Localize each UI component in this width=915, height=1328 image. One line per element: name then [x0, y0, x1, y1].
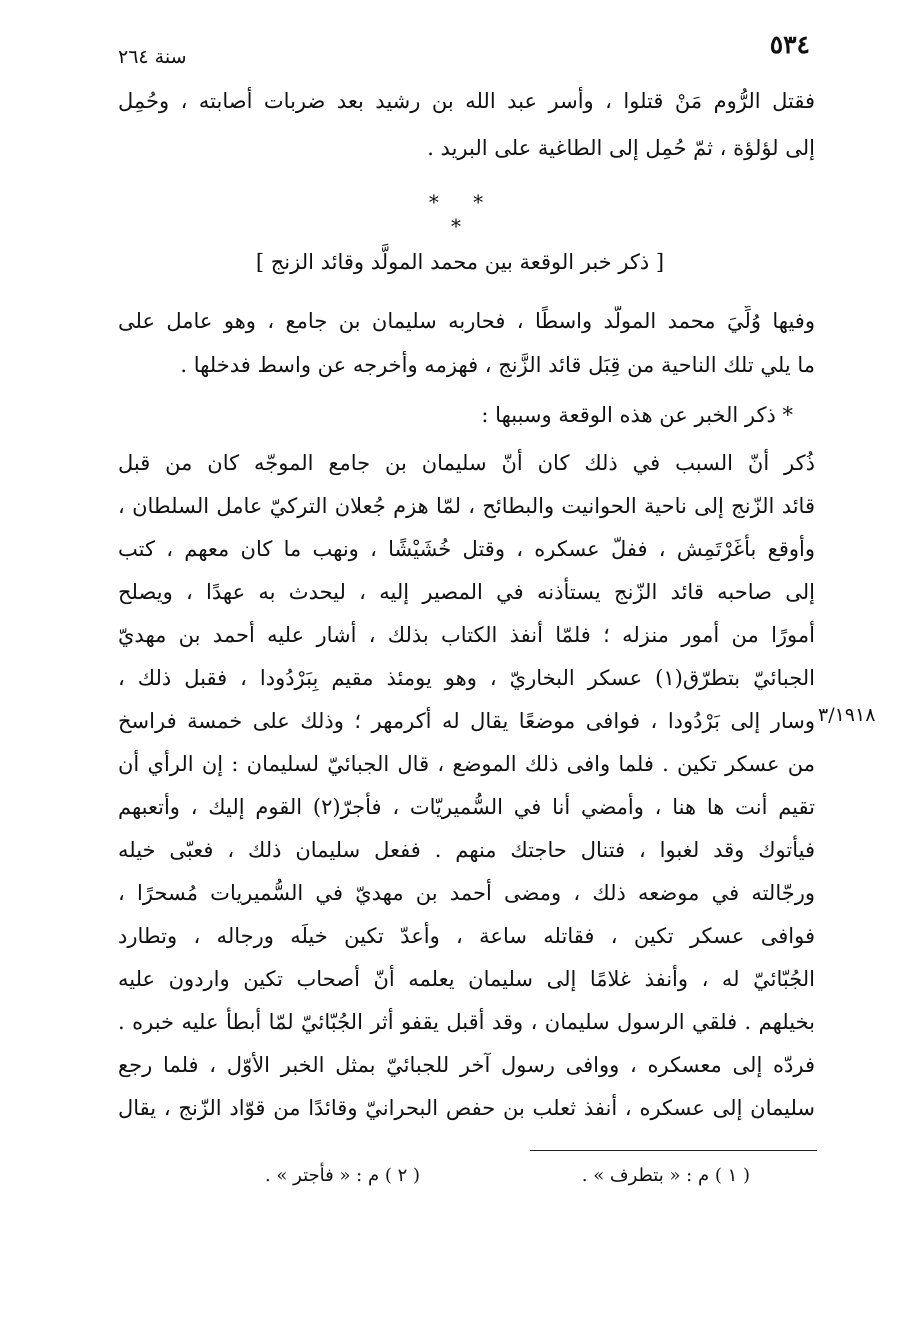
text-line: ما يلي تلك الناحية من قِبَل قائد الزَّنج ، فهزمه وأخرجه عن واسط فدخلها . [180, 353, 815, 377]
text-line: سليمان إلى عسكره ، أنفذ ثعلب بن حفص البحرانيّ وقائدًا من قوّاد الزّنج ، يقال [118, 1096, 815, 1120]
text-line: إلى صاحبه قائد الزّنج يستأذنه في المصير إليه ، ليحدث به عهدًا ، ويصلح [118, 580, 815, 604]
text-line: إلى لؤلؤة ، ثمّ حُمِل إلى الطاغية على البريد . [427, 136, 815, 160]
footnote-1: ( ١ ) م : « بتطرف » . [581, 1165, 750, 1186]
text-line: فقتل الرُّوم مَنْ قتلوا ، وأسر عبد الله بن رشيد بعد ضربات أصابته ، وحُمِل [118, 89, 815, 113]
text-line: فردّه إلى معسكره ، ووافى رسول آخر للجبائيّ بمثل الخبر الأوّل ، فلما رجع [118, 1053, 815, 1077]
text-line: من عسكر تكين . فلما وافى ذلك الموضع ، قال الجبائيّ لسليمان : إن الرأي أن [118, 752, 815, 776]
text-line: وسار إلى بَرْدُودا ، فوافى موضعًا يقال له أكرمهر ؛ وذلك على خمسة فراسخ [118, 709, 815, 733]
page-number: ٥٣٤ [769, 30, 810, 59]
footnote-rule [530, 1150, 817, 1151]
text-line: ذُكر أنّ السبب في ذلك كان أنّ سليمان بن جامع الموجّه كان من قبل [118, 451, 815, 475]
subheading: * ذكر الخبر عن هذه الوقعة وسببها : [481, 403, 793, 427]
text-line: فيأتوك وقد لغبوا ، فتنال حاجتك منهم . ففعل سليمان ذلك ، فعبّى خيله [118, 838, 815, 862]
footnote-2: ( ٢ ) م : « فأجتر » . [264, 1165, 420, 1186]
text-line: أمورًا من أمور منزله ؛ فلمّا أنفذ الكتاب بذلك ، أشار عليه أحمد بن مهديّ [118, 623, 815, 647]
section-separator: * * * [428, 190, 498, 238]
section-heading: [ ذكر خبر الوقعة بين محمد المولَّد وقائد الزنج ] [255, 250, 665, 274]
text-line: وأوقع بأغَرْتَمِش ، ففلّ عسكره ، وقتل خُشَيْشًا ، ونهب ما كان معهم ، كتب [118, 537, 815, 561]
text-line: بخيلهم . فلقي الرسول سليمان ، وقد أقبل يقفو أثر الجُبّائيّ لمّا أبطأ عليه خبره . [118, 1010, 815, 1034]
text-line: قائد الزّنج إلى ناحية الحوانيت والبطائح ، لمّا هزم جُعلان التركيّ عامل السلطان ، [118, 494, 815, 518]
margin-reference: ٣/١٩١٨ [818, 704, 876, 726]
text-line: الجبائيّ بتطرّق(١) عسكر البخاريّ ، وهو يومئذ مقيم بِبَرْدُودا ، فقبل ذلك ، [118, 666, 815, 690]
year-header: سنة ٢٦٤ [118, 46, 187, 68]
text-line: الجُبّائيّ له ، وأنفذ غلامًا إلى سليمان يعلمه أنّ أصحاب تكين واردون عليه [118, 967, 815, 991]
text-line: ورجّالته في موضعه ذلك ، ومضى أحمد بن مهديّ في السُّميريات مُسحرًا ، [118, 881, 815, 905]
text-line: تقيم أنت ها هنا ، وأمضي أنا في السُّميريّات ، فأجرّ(٢) القوم إليك ، وأتعبهم [118, 795, 815, 819]
text-line: وفيها وُلِّيَ محمد المولَّد واسطًا ، فحاربه سليمان بن جامع ، وهو عامل على [118, 309, 815, 333]
text-line: فوافى عسكر تكين ، فقاتله ساعة ، وأعدّ تكين خيلَه ورجاله ، وتطارد [118, 924, 815, 948]
